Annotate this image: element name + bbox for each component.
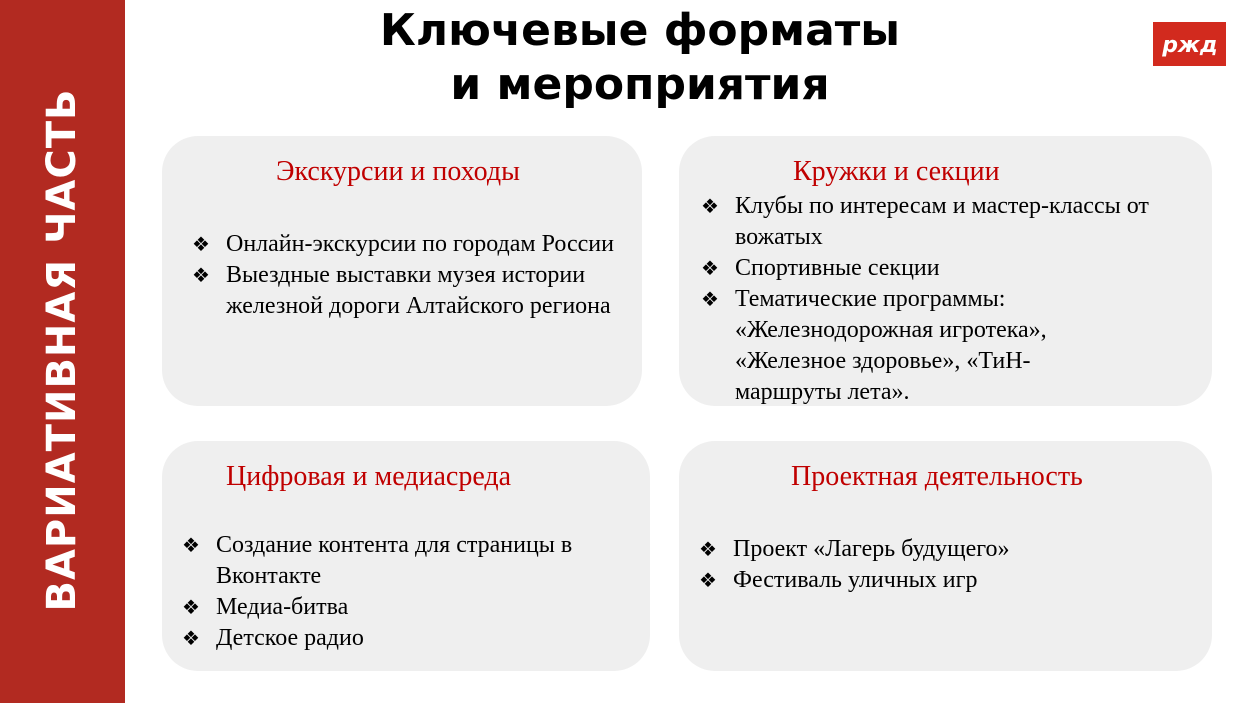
list-item [701,191,1201,253]
card-digital-media [162,441,650,671]
list-item-text: Клубы по интересам и мастер-классы от вожатых [735,193,1149,250]
card-clubs [679,136,1212,406]
page-title [290,4,990,112]
list-item-text: Выездные выставки музея истории железной дороги Алтайского региона [226,262,611,319]
card-title: Цифровая и медиасреда [226,461,512,492]
bullet-icon: ❖ [182,595,200,619]
card-list [699,534,1199,596]
rzd-logo [1153,22,1226,66]
side-bar [0,0,125,703]
list-item-text: Фестиваль уличных игр [733,567,978,593]
page-title-line-1: Ключевые форматы [379,5,901,56]
bullet-icon: ❖ [182,626,200,650]
page-title-line-2: и мероприятия [450,59,830,110]
card-title: Проектная деятельность [791,461,1083,492]
bullet-icon: ❖ [699,568,717,592]
card-list [701,191,1201,408]
bullet-icon: ❖ [192,232,210,256]
list-item [701,284,1095,408]
bullet-icon: ❖ [699,537,717,561]
card-list [182,530,632,654]
card-title: Кружки и секции [793,156,1000,187]
card-title: Экскурсии и походы [276,156,520,187]
list-item-text: Проект «Лагерь будущего» [733,536,1010,562]
list-item-text: Тематические программы: «Железнодорожная игротека», «Железное здоровье», «ТиН-маршруты лета». [735,286,1047,405]
card-excursions [162,136,642,406]
bullet-icon: ❖ [192,263,210,287]
list-item [701,253,1201,284]
list-item-text: Онлайн-экскурсии по городам России [226,231,614,257]
side-bar-label: ВАРИАТИВНАЯ ЧАСТЬ [39,88,85,612]
bullet-icon: ❖ [701,194,719,218]
list-item [192,229,622,260]
list-item-text: Спортивные секции [735,255,940,281]
list-item [182,530,632,592]
list-item-text: Детское радио [216,625,364,651]
card-list [192,229,622,322]
list-item [699,565,1199,596]
bullet-icon: ❖ [701,287,719,311]
list-item [192,260,622,322]
list-item [182,623,632,654]
list-item-text: Медиа-битва [216,594,349,620]
list-item [182,592,632,623]
rzd-logo-icon [1161,30,1219,58]
rzd-logo-lettering: ржд [1161,33,1218,58]
list-item [699,534,1199,565]
bullet-icon: ❖ [701,256,719,280]
card-projects [679,441,1212,671]
bullet-icon: ❖ [182,533,200,557]
list-item-text: Создание контента для страницы в Вконтакте [216,532,573,589]
